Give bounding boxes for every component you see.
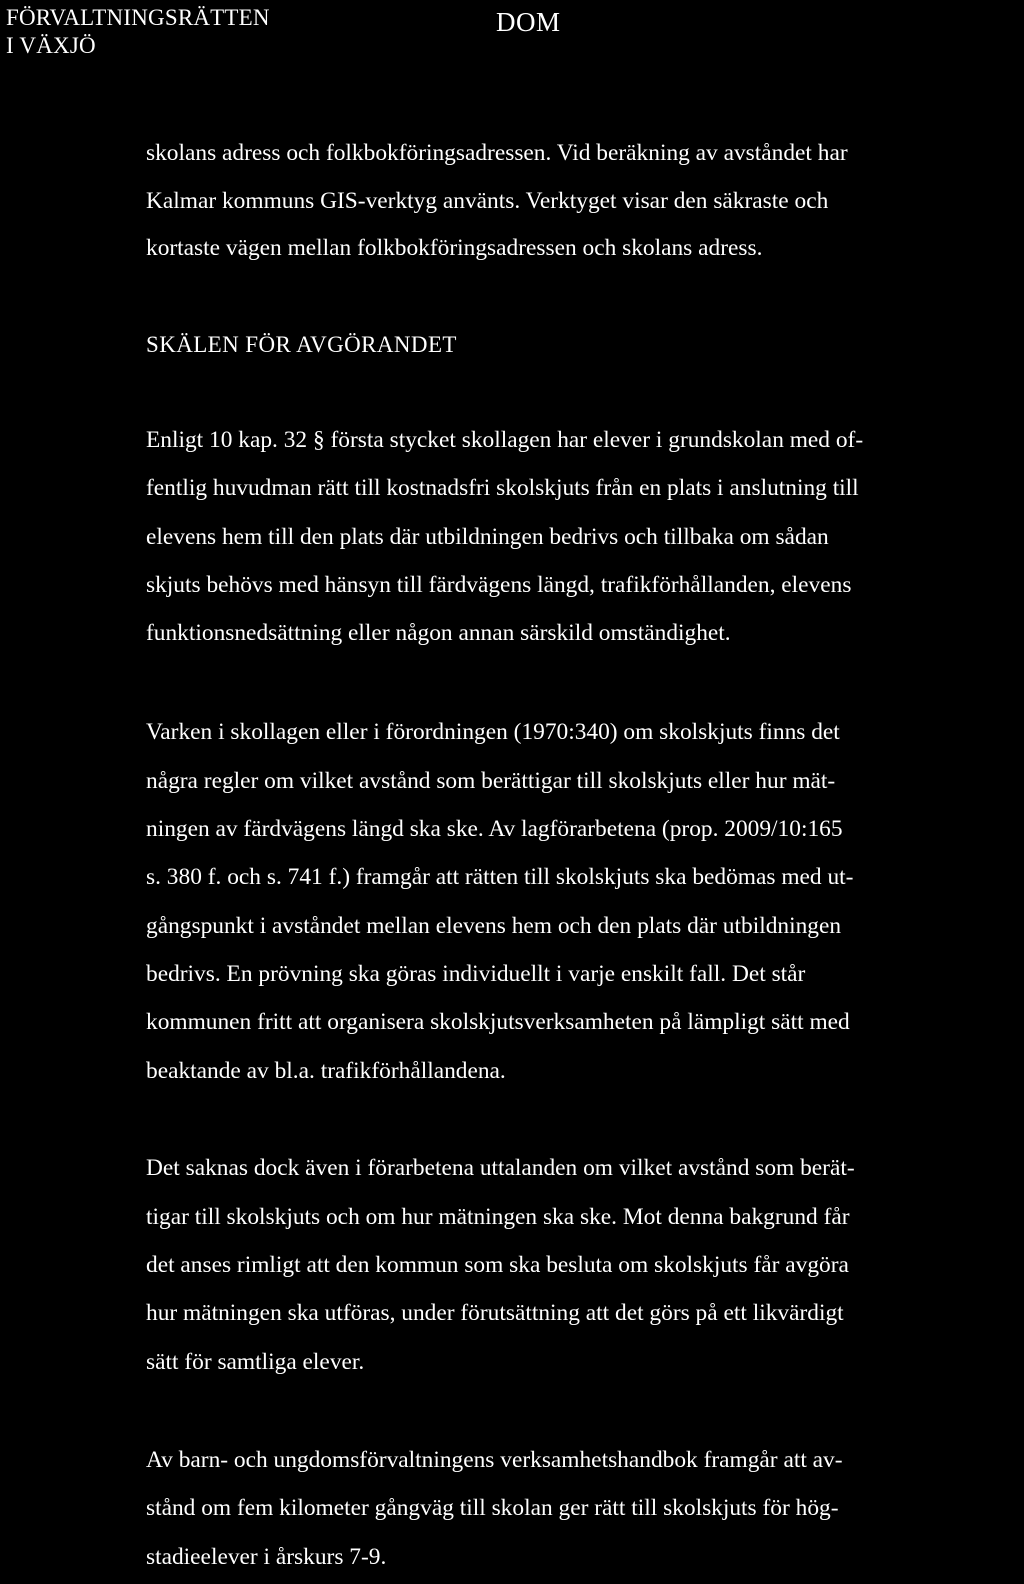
- text-line: några regler om vilket avstånd som berättigar till skolskjuts eller hur mät-: [146, 768, 836, 794]
- court-name: [6, 4, 270, 60]
- section-heading: SKÄLEN FÖR AVGÖRANDET: [146, 332, 457, 357]
- text-line: hur mätningen ska utföras, under förutsättning att det görs på ett likvärdigt: [146, 1300, 844, 1326]
- text-line: Varken i skollagen eller i förordningen (1970:340) om skolskjuts finns det: [146, 719, 840, 745]
- text-line: funktionsnedsättning eller någon annan särskild omständighet.: [146, 620, 731, 646]
- text-line: sätt för samtliga elever.: [146, 1349, 365, 1375]
- court-name-line-1: FÖRVALTNINGSRÄTTEN: [6, 5, 270, 30]
- text-line: fentlig huvudman rätt till kostnadsfri skolskjuts från en plats i anslutning till: [146, 475, 859, 501]
- page-header: [6, 4, 1016, 74]
- text-line: ningen av färdvägens längd ska ske. Av lagförarbetena (prop. 2009/10:165: [146, 816, 843, 842]
- text-line: beaktande av bl.a. trafikförhållandena.: [146, 1058, 506, 1084]
- text-line: Av barn- och ungdomsförvaltningens verksamhetshandbok framgår att av-: [146, 1447, 843, 1473]
- text-line: s. 380 f. och s. 741 f.) framgår att rätten till skolskjuts ska bedömas med ut-: [146, 864, 854, 890]
- text-line: gångspunkt i avståndet mellan elevens hem och den plats där utbildningen: [146, 913, 842, 939]
- document-type: DOM: [496, 7, 561, 37]
- text-line: stadieelever i årskurs 7-9.: [146, 1544, 387, 1570]
- text-line: elevens hem till den plats där utbildningen bedrivs och tillbaka om sådan: [146, 524, 829, 550]
- text-line: kommunen fritt att organisera skolskjutsverksamheten på lämpligt sätt med: [146, 1009, 850, 1035]
- text-line: skjuts behövs med hänsyn till färdvägens längd, trafikförhållanden, elevens: [146, 572, 852, 598]
- text-line: Enligt 10 kap. 32 § första stycket skollagen har elever i grundskolan med of-: [146, 427, 864, 453]
- court-name-line-2: I VÄXJÖ: [6, 33, 96, 58]
- text-line: det anses rimligt att den kommun som ska besluta om skolskjuts får avgöra: [146, 1252, 849, 1278]
- text-line: bedrivs. En prövning ska göras individuellt i varje enskilt fall. Det står: [146, 961, 806, 987]
- text-line: skolans adress och folkbokföringsadressen. Vid beräkning av avståndet har: [146, 140, 848, 166]
- text-line: Det saknas dock även i förarbetena uttalanden om vilket avstånd som berät-: [146, 1155, 855, 1181]
- text-line: kortaste vägen mellan folkbokföringsadressen och skolans adress.: [146, 235, 763, 261]
- text-line: stånd om fem kilometer gångväg till skolan ger rätt till skolskjuts för hög-: [146, 1495, 839, 1521]
- text-line: Kalmar kommuns GIS-verktyg använts. Verktyget visar den säkraste och: [146, 188, 829, 214]
- text-line: tigar till skolskjuts och om hur mätningen ska ske. Mot denna bakgrund får: [146, 1204, 850, 1230]
